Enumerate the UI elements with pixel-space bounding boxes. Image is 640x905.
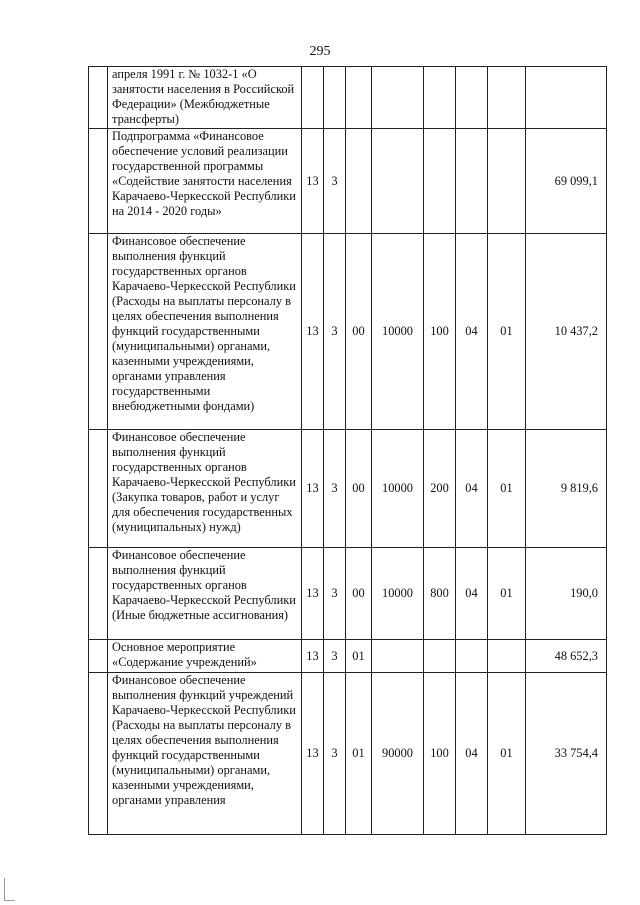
code-cell xyxy=(456,129,488,234)
code-cell: 90000 xyxy=(372,673,424,835)
amount-cell: 69 099,1 xyxy=(526,129,607,234)
code-cell: 13 xyxy=(302,234,324,430)
code-cell: 10000 xyxy=(372,548,424,640)
code-cell: 10000 xyxy=(372,234,424,430)
row-name: Финансовое обеспечение выполнения функций государственных органов Карачаево-Черкесской Республики (Закупка товаров, работ и услуг для обеспечения государственных (муниципальных) нужд) xyxy=(108,430,302,548)
amount-cell: 190,0 xyxy=(526,548,607,640)
amount-cell xyxy=(526,67,607,129)
code-cell: 3 xyxy=(324,640,346,673)
row-marker-cell xyxy=(89,67,108,129)
code-cell xyxy=(456,640,488,673)
code-cell xyxy=(346,129,372,234)
code-cell: 3 xyxy=(324,548,346,640)
code-cell: 10000 xyxy=(372,430,424,548)
row-name: апреля 1991 г. № 1032-1 «О занятости населения в Российской Федерации» (Межбюджетные трансферты) xyxy=(108,67,302,129)
amount-cell: 48 652,3 xyxy=(526,640,607,673)
row-name: Подпрограмма «Финансовое обеспечение условий реализации государственной программы «Содействие занятости населения Карачаево-Черкесской Республики на 2014 - 2020 годы» xyxy=(108,129,302,234)
code-cell xyxy=(456,67,488,129)
code-cell: 3 xyxy=(324,430,346,548)
scan-corner-mark xyxy=(4,878,15,901)
table-row xyxy=(89,129,607,234)
code-cell: 100 xyxy=(424,234,456,430)
code-cell xyxy=(488,129,526,234)
code-cell: 01 xyxy=(488,548,526,640)
code-cell: 04 xyxy=(456,548,488,640)
row-marker-cell xyxy=(89,129,108,234)
code-cell: 13 xyxy=(302,673,324,835)
amount-cell: 9 819,6 xyxy=(526,430,607,548)
code-cell: 01 xyxy=(346,640,372,673)
code-cell xyxy=(488,640,526,673)
table-row xyxy=(89,673,607,835)
code-cell xyxy=(372,640,424,673)
page-number: 295 xyxy=(309,44,331,59)
amount-cell: 33 754,4 xyxy=(526,673,607,835)
code-cell: 13 xyxy=(302,430,324,548)
row-name: Финансовое обеспечение выполнения функций государственных органов Карачаево-Черкесской Республики (Иные бюджетные ассигнования) xyxy=(108,548,302,640)
row-marker-cell xyxy=(89,430,108,548)
code-cell xyxy=(488,67,526,129)
code-cell: 3 xyxy=(324,129,346,234)
code-cell xyxy=(372,67,424,129)
code-cell: 13 xyxy=(302,129,324,234)
code-cell: 01 xyxy=(488,234,526,430)
row-marker-cell xyxy=(89,548,108,640)
code-cell xyxy=(424,640,456,673)
table-row xyxy=(89,548,607,640)
table-row xyxy=(89,430,607,548)
row-name: Финансовое обеспечение выполнения функций государственных органов Карачаево-Черкесской Республики (Расходы на выплаты персоналу в целях обеспечения выполнения функций государственными (муниципальными) органами, казенными учреждениями, органами управления государственными внебюджетными фондами) xyxy=(108,234,302,430)
table-row xyxy=(89,67,607,129)
code-cell: 3 xyxy=(324,234,346,430)
code-cell xyxy=(302,67,324,129)
code-cell: 04 xyxy=(456,673,488,835)
amount-cell: 10 437,2 xyxy=(526,234,607,430)
budget-table xyxy=(88,66,607,835)
table-row xyxy=(89,640,607,673)
code-cell xyxy=(424,129,456,234)
code-cell: 01 xyxy=(488,673,526,835)
row-name: Финансовое обеспечение выполнения функций учреждений Карачаево-Черкесской Республики (Расходы на выплаты персоналу в целях обеспечения выполнения функций государственными (муниципальными) органами, казенными учреждениями, органами управления xyxy=(108,673,302,835)
code-cell: 01 xyxy=(488,430,526,548)
code-cell: 00 xyxy=(346,234,372,430)
row-marker-cell xyxy=(89,640,108,673)
row-marker-cell xyxy=(89,673,108,835)
code-cell: 13 xyxy=(302,640,324,673)
code-cell xyxy=(346,67,372,129)
code-cell: 04 xyxy=(456,234,488,430)
code-cell: 00 xyxy=(346,430,372,548)
table-row xyxy=(89,234,607,430)
code-cell: 800 xyxy=(424,548,456,640)
code-cell: 3 xyxy=(324,673,346,835)
code-cell: 01 xyxy=(346,673,372,835)
code-cell xyxy=(424,67,456,129)
code-cell: 100 xyxy=(424,673,456,835)
code-cell: 00 xyxy=(346,548,372,640)
row-name: Основное мероприятие «Содержание учреждений» xyxy=(108,640,302,673)
row-marker-cell xyxy=(89,234,108,430)
code-cell xyxy=(324,67,346,129)
code-cell: 04 xyxy=(456,430,488,548)
code-cell: 200 xyxy=(424,430,456,548)
code-cell xyxy=(372,129,424,234)
code-cell: 13 xyxy=(302,548,324,640)
